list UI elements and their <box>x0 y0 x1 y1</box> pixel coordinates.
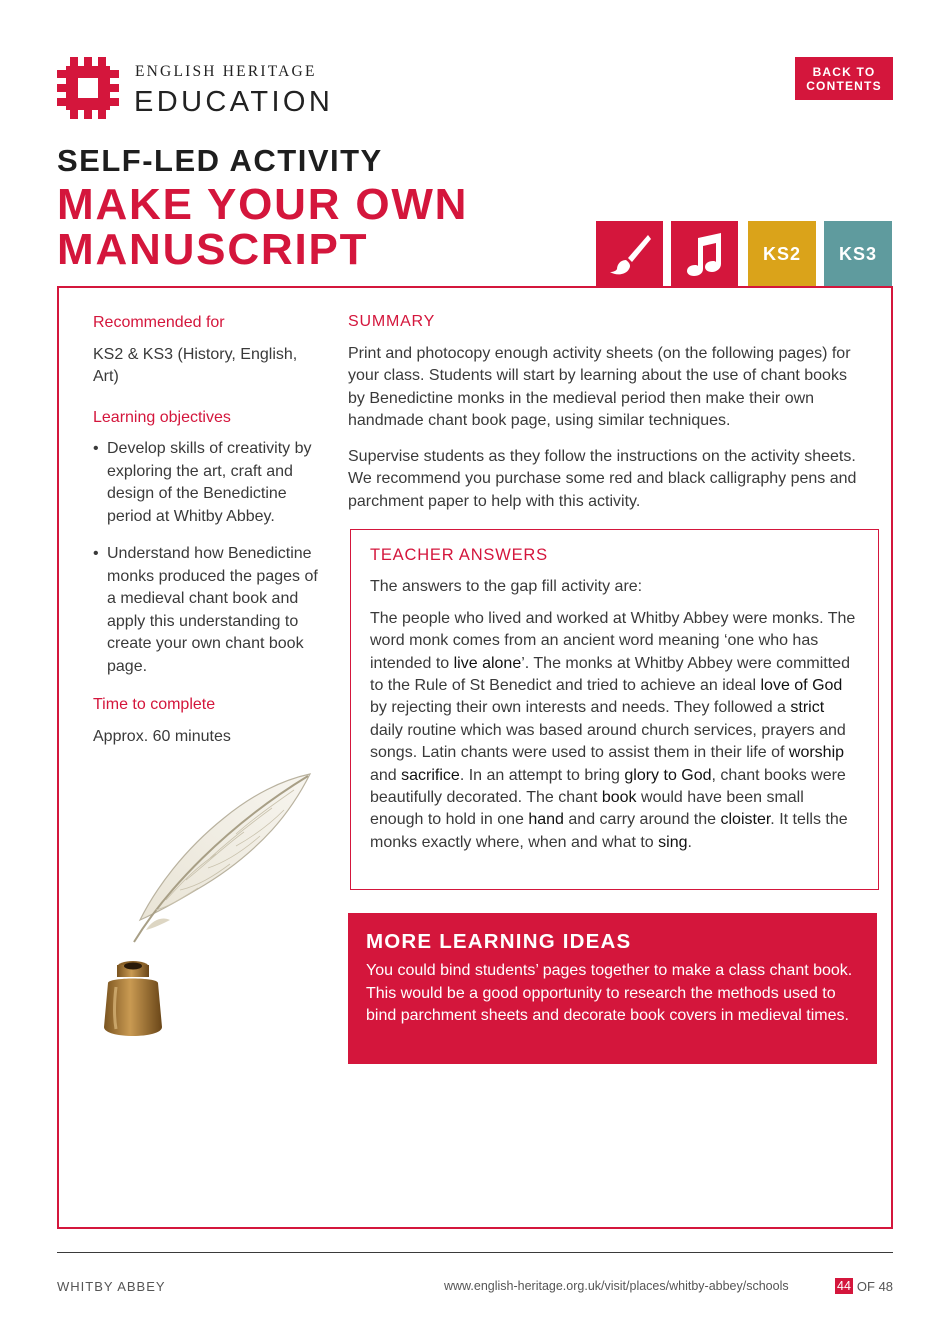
answer-keyword: sacrifice <box>401 766 460 784</box>
back-to-contents-button[interactable] <box>795 57 893 100</box>
answer-text-segment: would have been small enough to hold in one <box>370 789 804 829</box>
answer-text-segment: and <box>370 766 402 784</box>
back-to-contents-line2: CONTENTS <box>806 79 882 93</box>
ks2-tag: KS2 <box>748 221 816 287</box>
art-tag <box>596 221 663 287</box>
teacher-answers-heading: TEACHER ANSWERS <box>370 546 548 564</box>
time-heading: Time to complete <box>93 696 216 713</box>
music-note-icon <box>685 232 725 276</box>
teacher-answers-intro: The answers to the gap fill activity are: <box>370 578 643 596</box>
ks3-tag: KS3 <box>824 221 892 287</box>
answer-keyword: sing <box>658 833 688 851</box>
page-title-line2: MANUSCRIPT <box>57 225 369 274</box>
page-number: 44 <box>837 1279 851 1293</box>
recommended-text: KS2 & KS3 (History, English, Art) <box>93 345 298 385</box>
footer-url-link[interactable]: www.english-heritage.org.uk/visit/places/whitby-abbey/schools <box>444 1279 789 1293</box>
answer-text-segment: . <box>687 833 692 851</box>
music-tag <box>671 221 738 287</box>
activity-details <box>93 312 323 766</box>
answer-text-segment: by rejecting their own interests and needs. They followed a <box>370 699 791 717</box>
page-indicator <box>835 1278 893 1294</box>
answer-text-segment: daily routine which was based around church services, prayers and songs. Latin chants were used to assist them in their life of <box>370 721 846 762</box>
page-subtitle: SELF-LED ACTIVITY <box>57 143 383 178</box>
logo-top-text: ENGLISH HERITAGE <box>135 63 317 80</box>
ink-pot-image <box>98 957 168 1041</box>
answer-text-segment: . In an attempt to bring <box>459 766 625 784</box>
answer-text-segment: ’. The monks at Whitby Abbey were committed to the Rule of St Benedict and tried to achieve an ideal <box>370 654 850 695</box>
objective-item: • Understand how Benedictine monks produced the pages of a medieval chant book and apply this understanding to create your own chant book page. <box>93 543 323 678</box>
page-title-line1: MAKE YOUR OWN <box>57 180 469 229</box>
answer-keyword: worship <box>788 744 845 762</box>
objective-item: • Develop skills of creativity by exploring the art, craft and design of the Benedictine period at Whitby Abbey. <box>93 438 323 528</box>
answer-keyword: hand <box>528 811 564 829</box>
paintbrush-icon <box>608 232 652 276</box>
answer-text-segment: . It tells the monks exactly where, when and what to <box>370 811 848 851</box>
answer-keyword: love of God <box>760 677 843 695</box>
page-title <box>57 182 577 272</box>
back-to-contents-line1: BACK TO <box>812 65 876 79</box>
page-total: OF 48 <box>856 1278 894 1294</box>
more-learning-ideas-heading: MORE LEARNING IDEAS <box>366 930 632 953</box>
objectives-heading: Learning objectives <box>93 408 231 426</box>
answer-keyword: book <box>601 789 637 807</box>
answer-keyword: live alone <box>453 654 522 672</box>
answer-text-segment: The people who lived and worked at Whitby Abbey were monks. The word monk comes from an ancient word meaning ‘one who has intended to <box>370 609 856 672</box>
logo-bottom-text: EDUCATION <box>134 86 334 118</box>
answer-text-segment: and carry around the <box>563 811 721 829</box>
recommended-heading: Recommended for <box>93 314 225 331</box>
answer-text-segment: , chant books were beautifully decorated. The chant <box>370 766 846 807</box>
answer-keyword: glory to God <box>624 766 712 784</box>
summary-heading: SUMMARY <box>348 313 436 330</box>
summary-section <box>348 311 868 526</box>
summary-paragraph: Print and photocopy enough activity sheets (on the following pages) for your class. Students will start by learning about the use of chant books by Benedictine monks in the medieval period then make their own handmade chant book page, using similar techniques. <box>348 344 851 429</box>
feather-quill-image <box>126 770 316 946</box>
more-learning-ideas-box <box>348 913 877 1064</box>
english-heritage-portcullis-icon <box>57 57 119 119</box>
summary-paragraph: Supervise students as they follow the instructions on the activity sheets. We recommend you purchase some red and black calligraphy pens and parchment paper to help with this activity. <box>348 447 857 510</box>
teacher-answers-text <box>370 608 860 854</box>
teacher-answers-box <box>350 529 879 890</box>
footer-divider <box>57 1252 893 1253</box>
answer-keyword: strict <box>790 699 825 717</box>
time-text: Approx. 60 minutes <box>93 727 231 745</box>
objectives-list <box>93 438 323 678</box>
more-learning-ideas-text: You could bind students’ pages together to make a class chant book. This would be a good opportunity to research the methods used to bind parchment sheets and decorate book covers in medieval times. <box>366 962 853 1024</box>
english-heritage-logo <box>57 57 357 117</box>
answer-keyword: cloister <box>720 811 771 829</box>
footer-site-name: WHITBY ABBEY <box>57 1279 166 1294</box>
